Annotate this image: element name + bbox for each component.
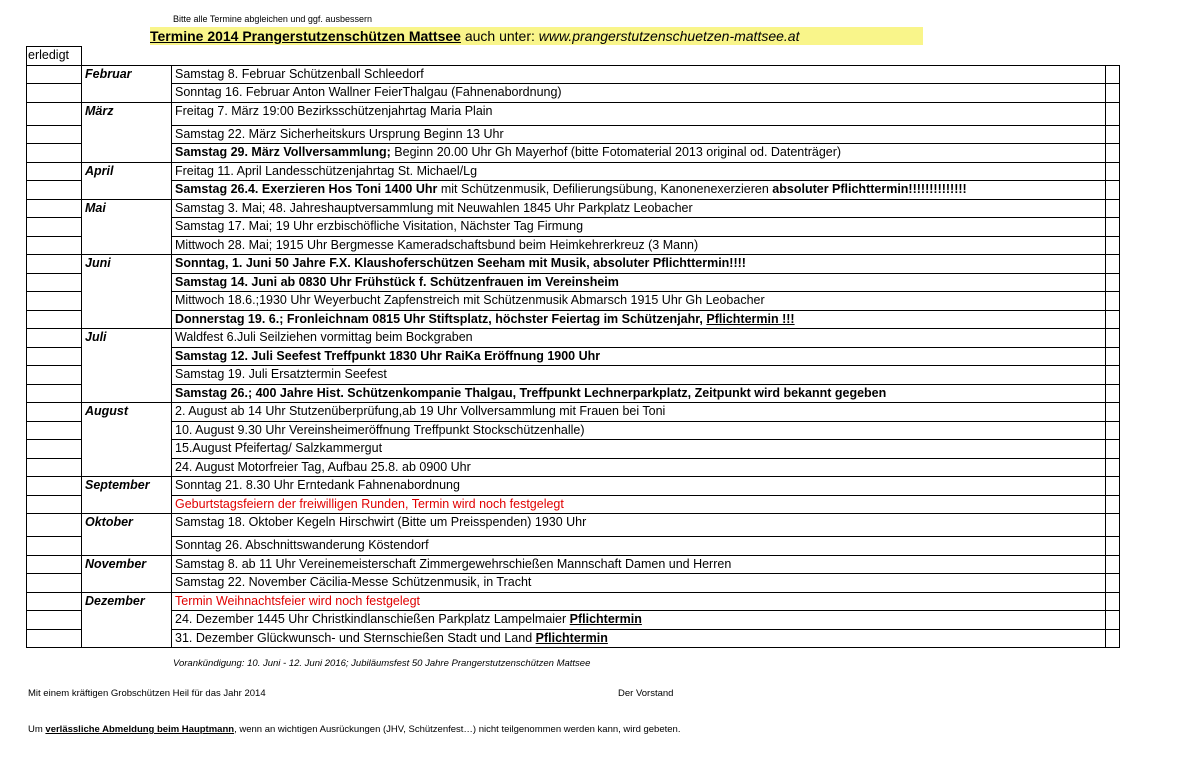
event-text: 24. August Motorfreier Tag, Aufbau 25.8. ab 0900 Uhr — [172, 458, 1106, 477]
done-cell — [27, 125, 82, 144]
done-cell — [27, 347, 82, 366]
month-label: August — [82, 403, 172, 477]
month-label: Mai — [82, 199, 172, 255]
table-row — [27, 384, 1120, 403]
table-row — [27, 574, 1120, 593]
done-cell — [27, 537, 82, 556]
event-text — [172, 310, 1106, 329]
done-cell — [27, 592, 82, 611]
done-cell — [27, 102, 82, 125]
done-cell — [27, 611, 82, 630]
done-cell — [27, 629, 82, 648]
table-row — [27, 310, 1120, 329]
title-main: Termine 2014 Prangerstutzenschützen Mattsee — [150, 28, 461, 44]
event-text: Samstag 14. Juni ab 0830 Uhr Frühstück f. Schützenfrauen im Vereinsheim — [172, 273, 1106, 292]
erledigt-header: erledigt — [27, 47, 82, 66]
month-label: März — [82, 102, 172, 162]
event-text: Freitag 7. März 19:00 Bezirksschützenjahrtag Maria Plain — [172, 102, 1106, 125]
done-cell — [27, 574, 82, 593]
event-text: Samstag 17. Mai; 19 Uhr erzbischöfliche Visitation, Nächster Tag Firmung — [172, 218, 1106, 237]
event-text: Sonntag 26. Abschnittswanderung Köstendorf — [172, 537, 1106, 556]
done-cell — [27, 199, 82, 218]
event-text: Sonntag 16. Februar Anton Wallner FeierThalgau (Fahnenabordnung) — [172, 84, 1106, 103]
title-url: www.prangerstutzenschuetzen-mattsee.at — [538, 28, 800, 44]
event-text-rest: Beginn 20.00 Uhr Gh Mayerhof (bitte Fotomaterial 2013 original od. Datenträger) — [390, 145, 842, 159]
table-row — [27, 629, 1120, 648]
done-cell — [27, 477, 82, 496]
done-cell — [27, 144, 82, 163]
event-text-rest: 31. Dezember Glückwunsch- und Sternschießen Stadt und Land — [175, 630, 536, 645]
event-text — [172, 611, 1106, 630]
document-title — [150, 27, 923, 45]
event-text-bold: Samstag 26.4. Exerzieren Hos Toni 1400 Uhr — [175, 182, 438, 196]
done-cell — [27, 218, 82, 237]
done-cell — [27, 514, 82, 537]
month-label: September — [82, 477, 172, 514]
event-text-red: Geburtstagsfeiern der freiwilligen Runden, Termin wird noch festgelegt — [172, 495, 1106, 514]
table-row — [27, 403, 1120, 422]
table-row — [27, 218, 1120, 237]
month-label: Dezember — [82, 592, 172, 648]
done-cell — [27, 181, 82, 200]
done-cell — [27, 162, 82, 181]
title-connector: auch unter: — [460, 28, 539, 44]
request-end: , wenn an wichtigen Ausrückungen (JHV, Schützenfest…) nicht teilgenommen werden kann, wird gebeten. — [234, 724, 681, 735]
table-row — [27, 181, 1120, 200]
done-cell — [27, 84, 82, 103]
signature: Der Vorstand — [618, 688, 674, 699]
done-cell — [27, 403, 82, 422]
event-text: Freitag 11. April Landesschützenjahrtag St. Michael/Lg — [172, 162, 1106, 181]
table-row — [27, 255, 1120, 274]
table-row — [27, 144, 1120, 163]
table-row — [27, 458, 1120, 477]
event-text: Samstag 22. November Cäcilia-Messe Schützenmusik, in Tracht — [172, 574, 1106, 593]
table-row — [27, 592, 1120, 611]
done-cell — [27, 236, 82, 255]
event-text-bold: Donnerstag 19. 6.; Fronleichnam 0815 Uhr Stiftsplatz, höchster Feiertag im Schützenjahr, — [175, 311, 707, 326]
done-cell — [27, 255, 82, 274]
done-cell — [27, 273, 82, 292]
month-label: Juni — [82, 255, 172, 329]
event-text: Sonntag, 1. Juni 50 Jahre F.X. Klaushoferschützen Seeham mit Musik, absoluter Pflichttermin!!!! — [172, 255, 1106, 274]
done-cell — [27, 495, 82, 514]
event-text-bold: absoluter Pflichttermin!!!!!!!!!!!!!! — [772, 182, 967, 196]
table-row — [27, 199, 1120, 218]
done-cell — [27, 458, 82, 477]
absence-request — [28, 724, 680, 735]
event-text: Samstag 8. ab 11 Uhr Vereinemeisterschaft Zimmergewehrschießen Mannschaft Damen und Herren — [172, 555, 1106, 574]
event-text-underlined: Pflichtermin — [535, 630, 608, 645]
event-text: Samstag 19. Juli Ersatztermin Seefest — [172, 366, 1106, 385]
event-text — [172, 144, 1106, 163]
header-note: Bitte alle Termine abgleichen und ggf. ausbessern — [173, 14, 372, 24]
request-start: Um — [28, 724, 46, 735]
event-text-underlined: Pflichtermin — [569, 612, 642, 626]
done-cell — [27, 310, 82, 329]
table-row — [27, 292, 1120, 311]
event-text: Samstag 26.; 400 Jahre Hist. Schützenkompanie Thalgau, Treffpunkt Lechnerparkplatz, Zeitpunkt wird bekannt gegeben — [172, 384, 1106, 403]
event-text: Mittwoch 28. Mai; 1915 Uhr Bergmesse Kameradschaftsbund beim Heimkehrerkreuz (3 Mann) — [172, 236, 1106, 255]
event-text: Samstag 22. März Sicherheitskurs Ursprung Beginn 13 Uhr — [172, 125, 1106, 144]
greeting: Mit einem kräftigen Grobschützen Heil für das Jahr 2014 — [28, 688, 266, 699]
month-label: Juli — [82, 329, 172, 403]
event-text: Waldfest 6.Juli Seilziehen vormittag beim Bockgraben — [172, 329, 1106, 348]
done-cell — [27, 366, 82, 385]
event-text: 15.August Pfeifertag/ Salzkammergut — [172, 440, 1106, 459]
table-row — [27, 421, 1120, 440]
table-row — [27, 366, 1120, 385]
table-row — [27, 102, 1120, 125]
month-label: April — [82, 162, 172, 199]
table-row — [27, 477, 1120, 496]
event-text: 10. August 9.30 Uhr Vereinsheimeröffnung Treffpunkt Stockschützenhalle) — [172, 421, 1106, 440]
done-cell — [27, 555, 82, 574]
table-row — [27, 537, 1120, 556]
request-emphasis: verlässliche Abmeldung beim Hauptmann — [45, 724, 235, 735]
done-cell — [27, 329, 82, 348]
event-text: Samstag 8. Februar Schützenball Schleedorf — [172, 65, 1106, 84]
event-text: Samstag 3. Mai; 48. Jahreshauptversammlung mit Neuwahlen 1845 Uhr Parkplatz Leobacher — [172, 199, 1106, 218]
table-row — [27, 329, 1120, 348]
table-row — [27, 125, 1120, 144]
event-text: 2. August ab 14 Uhr Stutzenüberprüfung,ab 19 Uhr Vollversammlung mit Frauen bei Toni — [172, 403, 1106, 422]
month-label: November — [82, 555, 172, 592]
table-row — [27, 65, 1120, 84]
month-label: Oktober — [82, 514, 172, 556]
event-text — [172, 181, 1106, 200]
table-row — [27, 440, 1120, 459]
event-text-underlined: Pflichtermin !!! — [706, 311, 795, 326]
schedule-table — [26, 46, 1120, 648]
event-text-rest: 24. Dezember 1445 Uhr Christkindlanschießen Parkplatz Lampelmaier — [175, 612, 570, 626]
table-row — [27, 162, 1120, 181]
done-cell — [27, 292, 82, 311]
table-row — [27, 347, 1120, 366]
event-text-red: Termin Weihnachtsfeier wird noch festgelegt — [172, 592, 1106, 611]
table-row — [27, 555, 1120, 574]
event-text: Mittwoch 18.6.;1930 Uhr Weyerbucht Zapfenstreich mit Schützenmusik Abmarsch 1915 Uhr Gh Leobacher — [172, 292, 1106, 311]
table-row — [27, 514, 1120, 537]
done-cell — [27, 440, 82, 459]
table-row — [27, 611, 1120, 630]
month-label: Februar — [82, 65, 172, 102]
table-row — [27, 273, 1120, 292]
event-text: Samstag 12. Juli Seefest Treffpunkt 1830 Uhr RaiKa Eröffnung 1900 Uhr — [172, 347, 1106, 366]
done-cell — [27, 65, 82, 84]
event-text — [172, 629, 1106, 648]
event-text: Samstag 18. Oktober Kegeln Hirschwirt (Bitte um Preisspenden) 1930 Uhr — [172, 514, 1106, 537]
done-cell — [27, 384, 82, 403]
table-row — [27, 236, 1120, 255]
table-header-row — [27, 47, 1120, 66]
done-cell — [27, 421, 82, 440]
table-row — [27, 495, 1120, 514]
announcement: Vorankündigung: 10. Juni - 12. Juni 2016; Jubiläumsfest 50 Jahre Prangerstutzenschützen Mattsee — [173, 658, 591, 669]
event-text-rest: mit Schützenmusik, Defilierungsübung, Kanonenexerzieren — [437, 182, 773, 196]
event-text: Sonntag 21. 8.30 Uhr Erntedank Fahnenabordnung — [172, 477, 1106, 496]
event-text-bold: Samstag 29. März Vollversammlung; — [175, 145, 391, 159]
table-row — [27, 84, 1120, 103]
